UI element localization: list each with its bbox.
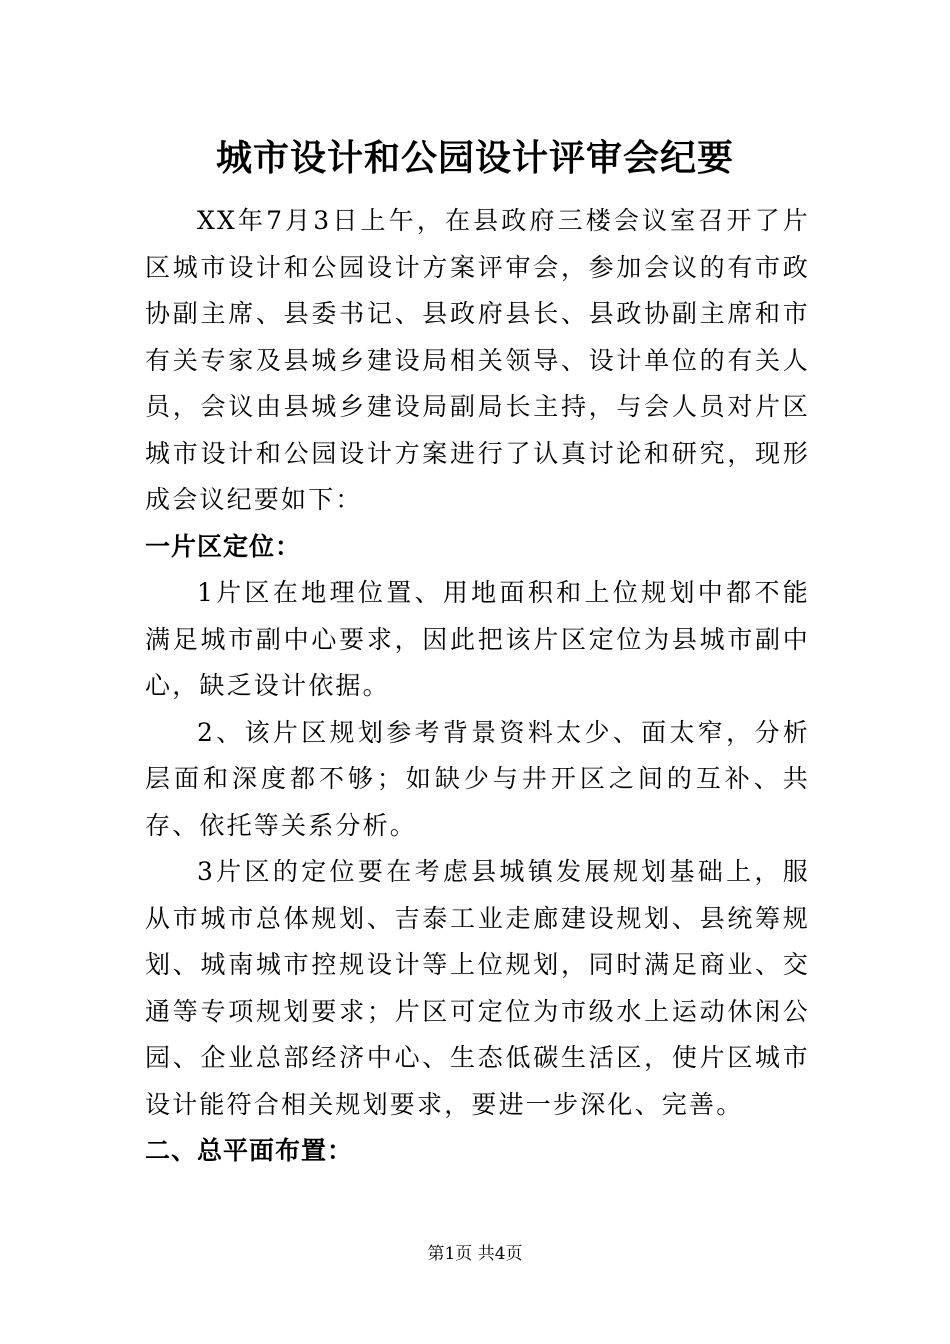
section-heading-layout: 二、总平面布置： [145,1136,354,1165]
section-heading-positioning: 一片区定位： [145,531,302,561]
page-number-footer: 第1页 共4页 [427,1244,523,1264]
intro-paragraph: XX年7月3日上午，在县政府三楼会议室召开了片区城市设计和公园设计方案评审会，参加会议的有市政协副主席、县委书记、县政府县长、县政协副主席和市有关专家及县城乡建设局相关领导、设计单位的有关人员，会议由县城乡建设局副局长主持，与会人员对片区城市设计和公园设计方案进行了认真讨论和研究，现形成会议纪要如下： [145,206,810,514]
document-title: 城市设计和公园设计评审会纪要 [215,137,734,179]
section-item-1: 1片区在地理位置、用地面积和上位规划中都不能满足城市副中心要求，因此把该片区定位为县城市副中心，缺乏设计依据。 [145,578,810,700]
section-item-2: 2、该片区规划参考背景资料太少、面太窄，分析层面和深度都不够；如缺少与井开区之间的互补、共存、依托等关系分析。 [145,717,810,840]
document-body [145,198,810,1175]
section-item-3: 3片区的定位要在考虑县城镇发展规划基础上，服从市城市总体规划、吉泰工业走廊建设规划、县统筹规划、城南城市控规设计等上位规划，同时满足商业、交通等专项规划要求；片区可定位为市级水上运动休闲公园、企业总部经济中心、生态低碳生活区，使片区城市设计能符合相关规划要求，要进一步深化、完善。 [145,857,810,1119]
